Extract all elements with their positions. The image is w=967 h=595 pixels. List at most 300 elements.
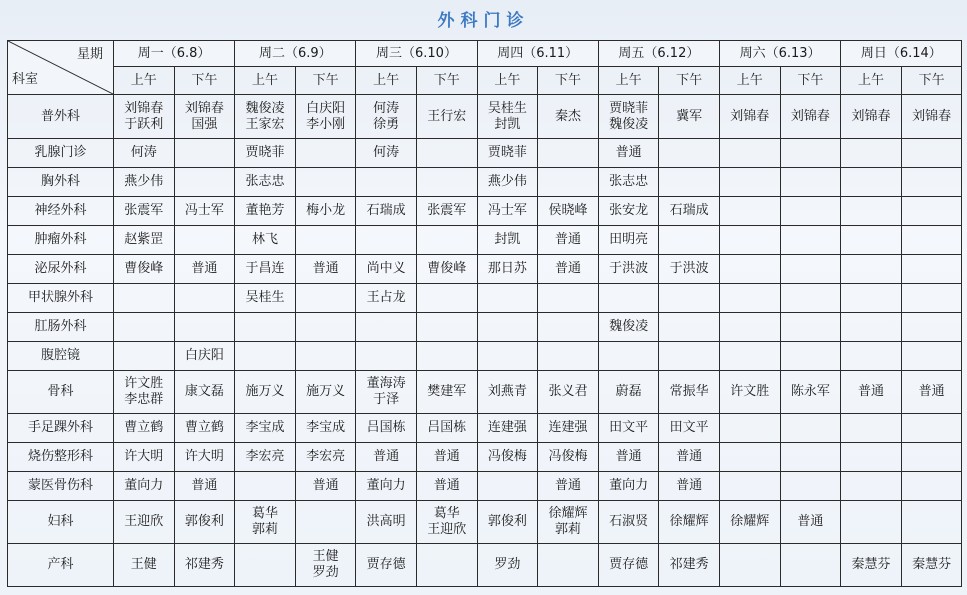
schedule-cell (780, 501, 841, 544)
schedule-cell (598, 255, 659, 284)
schedule-cell (598, 501, 659, 544)
schedule-cell (235, 168, 296, 197)
schedule-cell (598, 313, 659, 342)
doctor-name: 燕少伟 (124, 174, 164, 189)
doctor-name: 许文胜 (730, 384, 770, 399)
schedule-cell (538, 255, 599, 284)
doctor-name: 普通 (554, 478, 581, 493)
doctor-name: 祁建秀 (184, 557, 224, 572)
schedule-cell (901, 544, 962, 587)
dept-name: 甲状腺外科 (8, 284, 114, 313)
schedule-cell (841, 371, 902, 414)
schedule-cell (719, 95, 780, 139)
pm-header: 下午 (901, 67, 962, 95)
doctor-name: 张义君 (548, 384, 588, 399)
page-title: 外科门诊 (437, 11, 530, 31)
doctor-name: 王健 (312, 549, 339, 564)
schedule-cell (114, 255, 175, 284)
table-row (8, 313, 962, 342)
schedule-cell (841, 414, 902, 443)
schedule-cell (416, 501, 477, 544)
schedule-cell (538, 443, 599, 472)
schedule-cell (295, 313, 356, 342)
schedule-cell (416, 544, 477, 587)
schedule-cell (174, 414, 235, 443)
doctor-name: 魏俊凌 (609, 319, 649, 334)
dept-name: 产科 (8, 544, 114, 587)
schedule-cell (114, 95, 175, 139)
day-header: 周六（6.13） (719, 41, 840, 67)
doctor-name: 罗劲 (312, 565, 339, 580)
doctor-name: 李小刚 (306, 116, 346, 132)
schedule-cell (235, 501, 296, 544)
table-row (8, 501, 962, 544)
doctor-name: 董海涛 (366, 376, 406, 391)
schedule-cell (235, 255, 296, 284)
doctor-name: 普通 (615, 145, 642, 160)
schedule-cell (356, 371, 417, 414)
doctor-name: 徐耀辉 (730, 514, 770, 529)
schedule-cell (235, 226, 296, 255)
schedule-cell (295, 472, 356, 501)
schedule-cell (719, 284, 780, 313)
doctor-name: 燕少伟 (487, 174, 527, 189)
schedule-cell (841, 255, 902, 284)
ampm-header-row (8, 67, 962, 95)
table-row (8, 197, 962, 226)
day-header: 周四（6.11） (477, 41, 598, 67)
dept-name: 手足踝外科 (8, 414, 114, 443)
doctor-name: 秦慧芬 (851, 557, 891, 572)
dept-name: 肛肠外科 (8, 313, 114, 342)
table-row (8, 284, 962, 313)
schedule-cell (295, 371, 356, 414)
am-header: 上午 (114, 67, 175, 95)
schedule-cell (295, 544, 356, 587)
schedule-cell (598, 226, 659, 255)
schedule-cell (538, 342, 599, 371)
doctor-name: 于跃利 (124, 116, 164, 132)
doctor-name: 侯晓峰 (548, 203, 588, 218)
doctor-name: 普通 (554, 261, 581, 276)
schedule-cell (416, 284, 477, 313)
doctor-name: 王家宏 (245, 116, 285, 132)
schedule-cell (416, 371, 477, 414)
doctor-name: 那日苏 (487, 261, 527, 276)
schedule-cell (659, 255, 720, 284)
table-row (8, 139, 962, 168)
doctor-name: 石瑞成 (366, 203, 406, 218)
schedule-cell (598, 139, 659, 168)
schedule-cell (538, 472, 599, 501)
schedule-cell (477, 472, 538, 501)
dept-name: 骨科 (8, 371, 114, 414)
schedule-cell (780, 139, 841, 168)
schedule-cell (841, 501, 902, 544)
schedule-cell (477, 342, 538, 371)
doctor-name: 李宝成 (306, 420, 346, 435)
doctor-name: 张震军 (124, 203, 164, 218)
doctor-name: 连建强 (548, 420, 588, 435)
doctor-name: 贾晓菲 (487, 145, 527, 160)
schedule-cell (174, 313, 235, 342)
doctor-name: 普通 (615, 449, 642, 464)
doctor-name: 冯士军 (184, 203, 224, 218)
doctor-name: 于洪波 (669, 261, 709, 276)
schedule-cell (841, 443, 902, 472)
schedule-cell (114, 443, 175, 472)
schedule-cell (901, 472, 962, 501)
schedule-cell (780, 255, 841, 284)
doctor-name: 樊建军 (427, 384, 467, 399)
day-header: 周一（6.8） (114, 41, 235, 67)
schedule-cell (174, 284, 235, 313)
schedule-cell (174, 197, 235, 226)
doctor-name: 吕国栋 (366, 420, 406, 435)
pm-header: 下午 (416, 67, 477, 95)
schedule-cell (598, 168, 659, 197)
schedule-cell (356, 544, 417, 587)
doctor-name: 国强 (191, 116, 218, 132)
pm-header: 下午 (295, 67, 356, 95)
schedule-cell (780, 371, 841, 414)
schedule-cell (114, 226, 175, 255)
schedule-cell (659, 313, 720, 342)
schedule-cell (356, 139, 417, 168)
doctor-name: 尚中义 (366, 261, 406, 276)
table-row (8, 168, 962, 197)
corner-header (8, 41, 114, 95)
schedule-cell (719, 414, 780, 443)
schedule-cell (174, 544, 235, 587)
doctor-name: 普通 (312, 478, 339, 493)
pm-header: 下午 (174, 67, 235, 95)
schedule-cell (235, 371, 296, 414)
schedule-cell (295, 139, 356, 168)
dept-name: 妇科 (8, 501, 114, 544)
doctor-name: 林飞 (251, 232, 278, 247)
doctor-name: 刘锦春 (851, 108, 891, 124)
table-row (8, 255, 962, 284)
doctor-name: 王健 (130, 557, 157, 572)
doctor-name: 吴桂生 (487, 100, 527, 116)
table-row (8, 342, 962, 371)
schedule-cell (901, 501, 962, 544)
schedule-cell (356, 226, 417, 255)
pm-header: 下午 (538, 67, 599, 95)
schedule-cell (477, 139, 538, 168)
schedule-cell (659, 342, 720, 371)
doctor-name: 董向力 (609, 478, 649, 493)
schedule-cell (356, 284, 417, 313)
schedule-cell (416, 443, 477, 472)
doctor-name: 施万义 (306, 384, 346, 399)
dept-name: 神经外科 (8, 197, 114, 226)
schedule-cell (235, 443, 296, 472)
doctor-name: 普通 (676, 449, 703, 464)
schedule-cell (416, 168, 477, 197)
schedule-cell (114, 168, 175, 197)
schedule-cell (719, 443, 780, 472)
doctor-name: 郭俊利 (184, 514, 224, 529)
schedule-cell (416, 197, 477, 226)
schedule-cell (295, 95, 356, 139)
schedule-cell (174, 226, 235, 255)
doctor-name: 曹立鹤 (124, 420, 164, 435)
schedule-cell (719, 139, 780, 168)
schedule-cell (659, 414, 720, 443)
schedule-cell (659, 544, 720, 587)
schedule-cell (114, 342, 175, 371)
am-header: 上午 (235, 67, 296, 95)
doctor-name: 石淑贤 (609, 514, 649, 529)
doctor-name: 秦杰 (554, 108, 581, 124)
schedule-cell (174, 472, 235, 501)
schedule-cell (477, 443, 538, 472)
doctor-name: 王迎欣 (124, 514, 164, 529)
schedule-cell (841, 139, 902, 168)
schedule-cell (416, 342, 477, 371)
doctor-name: 施万义 (245, 384, 285, 399)
schedule-cell (174, 371, 235, 414)
doctor-name: 石瑞成 (669, 203, 709, 218)
schedule-cell (114, 501, 175, 544)
am-header: 上午 (841, 67, 902, 95)
day-header: 周日（6.14） (841, 41, 962, 67)
schedule-cell (659, 501, 720, 544)
doctor-name: 赵紫罡 (124, 232, 164, 247)
schedule-cell (295, 501, 356, 544)
schedule-cell (356, 168, 417, 197)
schedule-cell (780, 414, 841, 443)
doctor-name: 刘锦春 (730, 108, 770, 124)
schedule-cell (295, 226, 356, 255)
doctor-name: 白庆阳 (184, 348, 224, 363)
dept-name: 乳腺门诊 (8, 139, 114, 168)
schedule-cell (114, 472, 175, 501)
table-row (8, 414, 962, 443)
schedule-cell (174, 255, 235, 284)
schedule-cell (356, 342, 417, 371)
schedule-cell (841, 197, 902, 226)
dept-name: 泌尿外科 (8, 255, 114, 284)
doctor-name: 吕国栋 (427, 420, 467, 435)
schedule-cell (174, 342, 235, 371)
doctor-name: 普通 (433, 449, 460, 464)
schedule-cell (356, 197, 417, 226)
am-header: 上午 (719, 67, 780, 95)
schedule-cell (114, 544, 175, 587)
schedule-cell (901, 313, 962, 342)
schedule-cell (901, 342, 962, 371)
schedule-cell (114, 197, 175, 226)
schedule-cell (356, 255, 417, 284)
doctor-name: 郭莉 (554, 522, 581, 537)
doctor-name: 田文平 (609, 420, 649, 435)
schedule-cell (235, 472, 296, 501)
schedule-cell (477, 544, 538, 587)
doctor-name: 普通 (676, 478, 703, 493)
schedule-cell (780, 443, 841, 472)
schedule-cell (598, 472, 659, 501)
schedule-cell (841, 472, 902, 501)
doctor-name: 许文胜 (124, 376, 164, 391)
schedule-cell (477, 226, 538, 255)
doctor-name: 吴桂生 (245, 290, 285, 305)
schedule-cell (659, 443, 720, 472)
day-header: 周三（6.10） (356, 41, 477, 67)
schedule-cell (416, 472, 477, 501)
schedule-cell (235, 342, 296, 371)
doctor-name: 张震军 (427, 203, 467, 218)
schedule-cell (416, 255, 477, 284)
schedule-cell (416, 313, 477, 342)
schedule-cell (719, 544, 780, 587)
doctor-name: 封凯 (494, 232, 521, 247)
doctor-name: 刘锦春 (912, 108, 952, 124)
doctor-name: 刘锦春 (790, 108, 830, 124)
day-header: 周二（6.9） (235, 41, 356, 67)
schedule-cell (659, 284, 720, 313)
doctor-name: 王行宏 (427, 108, 467, 124)
schedule-cell (538, 501, 599, 544)
schedule-cell (901, 139, 962, 168)
dept-name: 肿瘤外科 (8, 226, 114, 255)
schedule-table (7, 40, 962, 587)
schedule-cell (538, 197, 599, 226)
schedule-cell (659, 95, 720, 139)
schedule-cell (659, 168, 720, 197)
schedule-cell (780, 168, 841, 197)
doctor-name: 张志忠 (609, 174, 649, 189)
doctor-name: 田文平 (669, 420, 709, 435)
doctor-name: 董向力 (124, 478, 164, 493)
schedule-cell (538, 371, 599, 414)
schedule-cell (780, 342, 841, 371)
schedule-cell (901, 371, 962, 414)
dept-name: 蒙医骨伤科 (8, 472, 114, 501)
schedule-cell (901, 255, 962, 284)
schedule-cell (659, 139, 720, 168)
schedule-cell (114, 414, 175, 443)
schedule-cell (295, 342, 356, 371)
schedule-cell (174, 95, 235, 139)
schedule-cell (719, 371, 780, 414)
schedule-cell (901, 95, 962, 139)
doctor-name: 李宏亮 (306, 449, 346, 464)
doctor-name: 祁建秀 (669, 557, 709, 572)
schedule-cell (235, 197, 296, 226)
doctor-name: 董向力 (366, 478, 406, 493)
doctor-name: 魏俊凌 (609, 116, 649, 132)
schedule-cell (114, 371, 175, 414)
schedule-cell (416, 139, 477, 168)
schedule-cell (659, 371, 720, 414)
doctor-name: 冯俊梅 (487, 449, 527, 464)
schedule-cell (295, 255, 356, 284)
schedule-cell (659, 226, 720, 255)
schedule-cell (598, 284, 659, 313)
schedule-cell (598, 443, 659, 472)
schedule-cell (659, 472, 720, 501)
doctor-name: 何涛 (373, 100, 400, 116)
doctor-name: 贾晓菲 (609, 100, 649, 116)
schedule-cell (841, 284, 902, 313)
schedule-cell (295, 443, 356, 472)
pm-header: 下午 (659, 67, 720, 95)
schedule-cell (356, 472, 417, 501)
schedule-cell (841, 226, 902, 255)
schedule-cell (598, 544, 659, 587)
schedule-cell (598, 414, 659, 443)
schedule-cell (477, 414, 538, 443)
table-row (8, 226, 962, 255)
am-header: 上午 (477, 67, 538, 95)
table-row (8, 443, 962, 472)
schedule-cell (538, 414, 599, 443)
schedule-cell (538, 544, 599, 587)
doctor-name: 田明亮 (609, 232, 649, 247)
schedule-cell (719, 501, 780, 544)
schedule-cell (901, 284, 962, 313)
schedule-cell (356, 414, 417, 443)
table-row (8, 472, 962, 501)
schedule-cell (901, 168, 962, 197)
dept-name: 普外科 (8, 95, 114, 139)
doctor-name: 普通 (373, 449, 400, 464)
doctor-name: 秦慧芬 (912, 557, 952, 572)
schedule-cell (356, 95, 417, 139)
schedule-cell (841, 168, 902, 197)
schedule-cell (114, 313, 175, 342)
schedule-cell (477, 95, 538, 139)
doctor-name: 普通 (312, 261, 339, 276)
doctor-name: 贾存德 (366, 557, 406, 572)
doctor-name: 徐耀辉 (548, 506, 588, 521)
schedule-cell (235, 95, 296, 139)
doctor-name: 冀军 (676, 108, 703, 124)
doctor-name: 普通 (918, 384, 945, 399)
schedule-cell (416, 414, 477, 443)
schedule-cell (174, 139, 235, 168)
schedule-cell (780, 284, 841, 313)
schedule-cell (538, 284, 599, 313)
corner-week-label: 星期 (76, 47, 103, 62)
dept-name: 胸外科 (8, 168, 114, 197)
doctor-name: 普通 (191, 261, 218, 276)
doctor-name: 魏俊凌 (245, 100, 285, 116)
doctor-name: 何涛 (373, 145, 400, 160)
doctor-name: 罗劲 (494, 557, 521, 572)
table-row (8, 95, 962, 139)
doctor-name: 冯俊梅 (548, 449, 588, 464)
schedule-cell (174, 443, 235, 472)
schedule-cell (174, 501, 235, 544)
doctor-name: 蔚磊 (615, 384, 642, 399)
schedule-cell (114, 284, 175, 313)
schedule-cell (780, 472, 841, 501)
schedule-cell (719, 313, 780, 342)
schedule-cell (780, 95, 841, 139)
schedule-cell (235, 313, 296, 342)
doctor-name: 徐勇 (373, 116, 400, 132)
schedule-cell (841, 95, 902, 139)
table-row (8, 544, 962, 587)
schedule-cell (235, 139, 296, 168)
schedule-cell (841, 544, 902, 587)
doctor-name: 曹俊峰 (427, 261, 467, 276)
doctor-name: 张安龙 (609, 203, 649, 218)
